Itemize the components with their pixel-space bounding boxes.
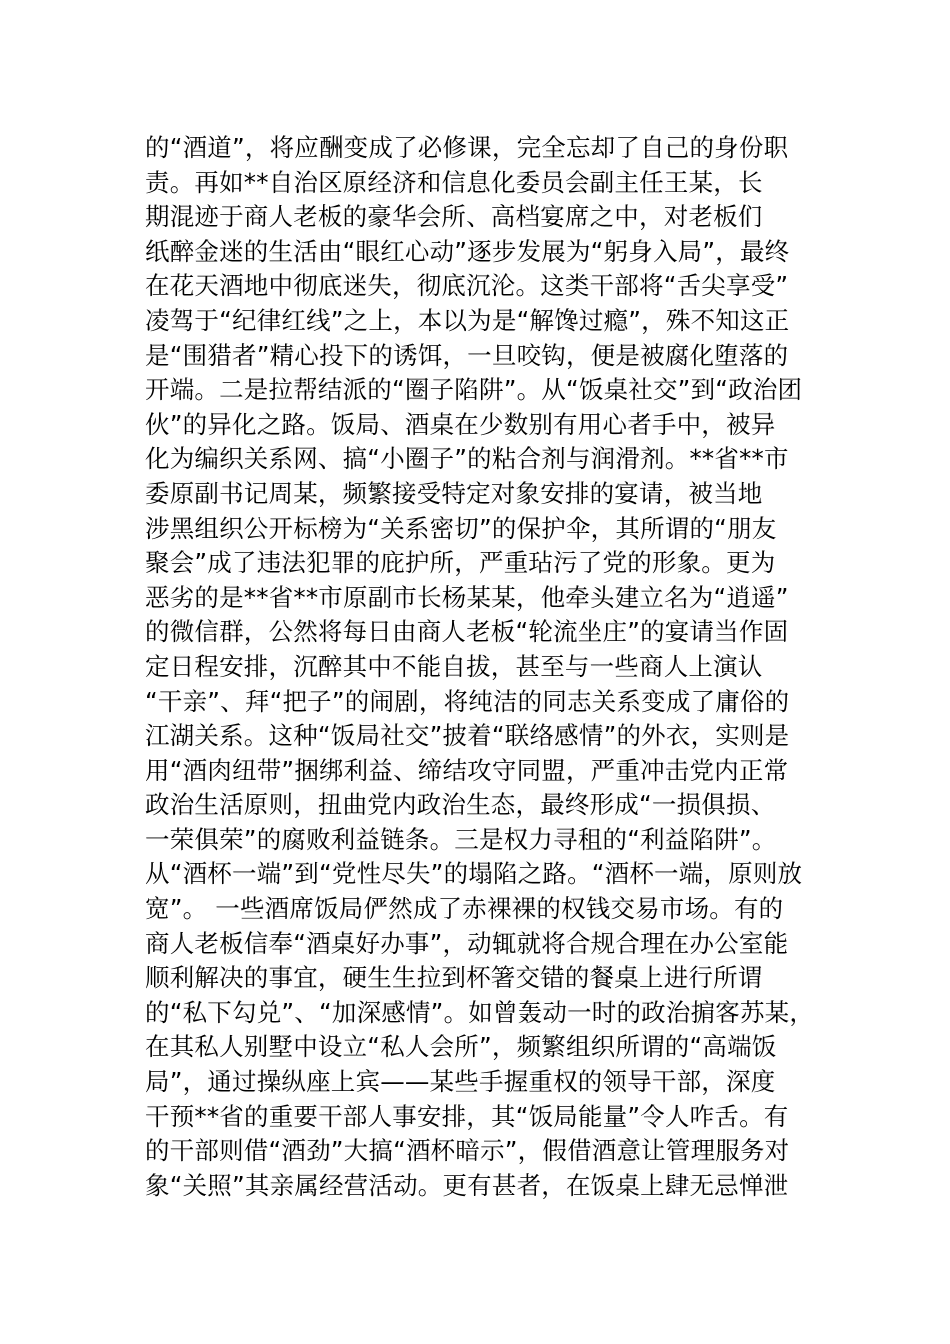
body-text <box>145 131 825 1203</box>
text-line: 责。再如**自治区原经济和信息化委员会副主任王某，长 <box>145 167 763 197</box>
text-line: 委原副书记周某，频繁接受特定对象安排的宴请，被当地 <box>145 478 763 508</box>
text-line: “干亲”、拜“把子”的闹剧，将纯洁的同志关系变成了庸俗的 <box>145 686 790 716</box>
text-line: 的干部则借“酒劲”大搞“酒杯暗示”，假借酒意让管理服务对 <box>145 1136 790 1166</box>
text-line: 的“酒道”，将应酬变成了必修课，完全忘却了自己的身份职 <box>145 133 789 162</box>
text-line: 政治生活原则，扭曲党内政治生态，最终形成“一损俱损、 <box>145 790 776 820</box>
text-line: 干预**省的重要干部人事安排，其“饭局能量”令人咋舌。有 <box>145 1101 789 1131</box>
text-line: 商人老板信奉“酒桌好办事”，动辄就将合规合理在办公室能 <box>145 928 789 958</box>
text-line: 用“酒肉纽带”捆绑利益、缔结攻守同盟，严重冲击党内正常 <box>145 755 789 785</box>
text-line: 期混迹于商人老板的豪华会所、高档宴席之中，对老板们 <box>145 202 763 232</box>
text-line: 宽”。 一些酒席饭局俨然成了赤裸裸的权钱交易市场。有的 <box>145 894 784 924</box>
text-line: 开端。二是拉帮结派的“圈子陷阱”。从“饭桌社交”到“政治团 <box>145 375 803 405</box>
text-line: 局”，通过操纵座上宾——某些手握重权的领导干部，深度 <box>145 1067 776 1097</box>
text-line: 江湖关系。这种“饭局社交”披着“联络感情”的外衣，实则是 <box>145 721 790 751</box>
text-line: 的“私下勾兑”、“加深感情”。如曾轰动一时的政治掮客苏某， <box>145 997 815 1027</box>
text-line: 聚会”成了违法犯罪的庇护所，严重玷污了党的形象。更为 <box>145 548 776 578</box>
text-line: 一荣俱荣”的腐败利益链条。三是权力寻租的“利益陷阱”。 <box>145 824 777 854</box>
text-line: 涉黑组织公开标榜为“关系密切”的保护伞，其所谓的“朋友 <box>145 513 777 543</box>
text-line: 的微信群，公然将每日由商人老板“轮流坐庄”的宴请当作固 <box>145 617 789 647</box>
text-line: 在花天酒地中彻底迷失，彻底沉沦。这类干部将“舌尖享受” <box>145 271 789 301</box>
text-line: 恶劣的是**省**市原副市长杨某某，他牵头建立名为“逍遥” <box>145 582 789 612</box>
text-line: 纸醉金迷的生活由“眼红心动”逐步发展为“躬身入局”，最终 <box>145 236 790 266</box>
text-line: 顺利解决的事宜，硬生生拉到杯箸交错的餐桌上进行所谓 <box>145 963 763 993</box>
text-line: 从“酒杯一端”到“党性尽失”的塌陷之路。“酒杯一端，原则放 <box>145 859 803 889</box>
text-line: 伙”的异化之路。饭局、酒桌在少数别有用心者手中，被异 <box>145 409 776 439</box>
text-line: 凌驾于“纪律红线”之上，本以为是“解馋过瘾”，殊不知这正 <box>145 305 790 335</box>
text-line: 化为编织关系网、搞“小圈子”的粘合剂与润滑剂。**省**市 <box>145 444 789 474</box>
text-line: 象“关照”其亲属经营活动。更有甚者，在饭桌上肆无忌惮泄 <box>145 1170 789 1200</box>
text-line: 是“围猎者”精心投下的诱饵，一旦咬钩，便是被腐化堕落的 <box>145 340 789 370</box>
text-line: 定日程安排，沉醉其中不能自拔，甚至与一些商人上演认 <box>145 651 763 681</box>
text-line: 在其私人别墅中设立“私人会所”，频繁组织所谓的“高端饭 <box>145 1032 777 1062</box>
